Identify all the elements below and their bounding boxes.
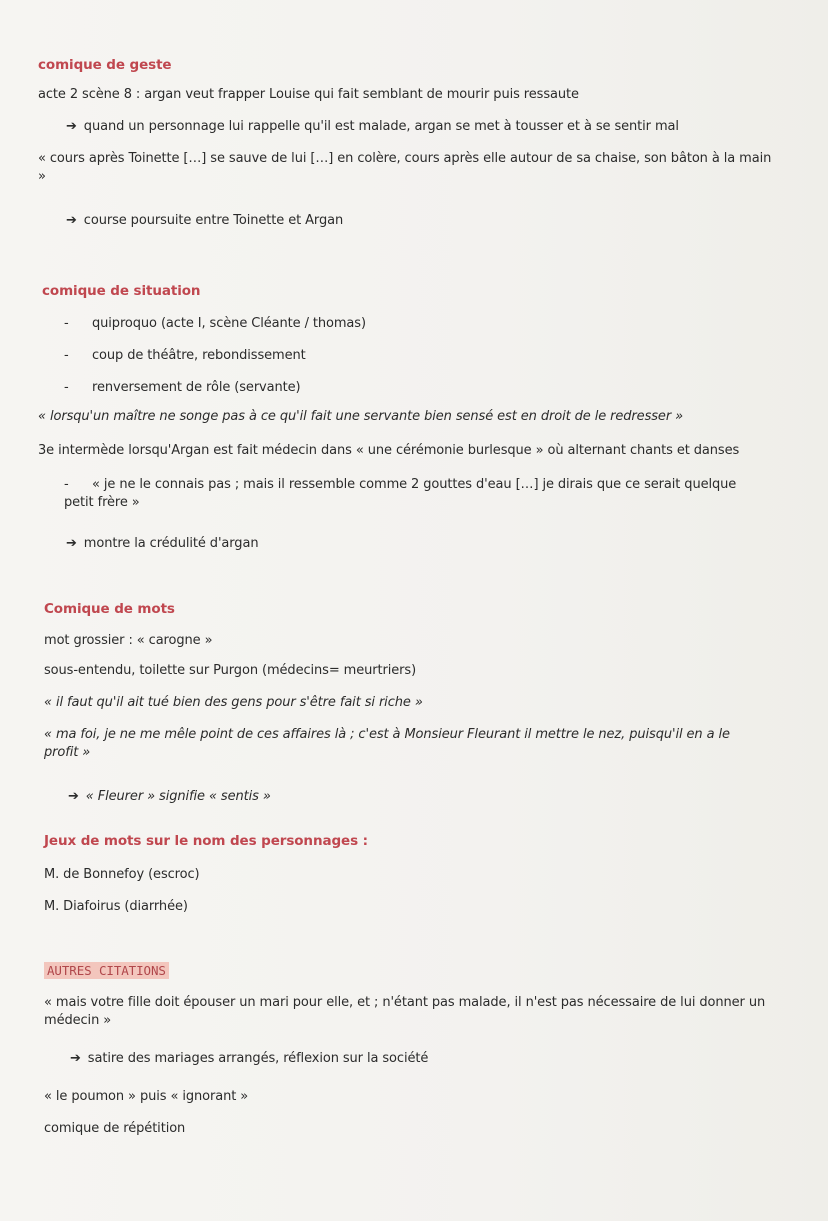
heading-jeux-de-mots: Jeux de mots sur le nom des personnages : [44, 833, 368, 849]
dash-icon: - [64, 380, 69, 395]
text-line: comique de répétition [44, 1121, 186, 1136]
text-line: quiproquo (acte I, scène Cléante / thomas) [92, 316, 366, 331]
quote-line: « il faut qu'il ait tué bien des gens pour s'être fait si riche » [44, 695, 423, 710]
arrow-item [66, 212, 343, 230]
bullet-item [64, 347, 306, 365]
bullet-item [64, 379, 301, 397]
text-line: course poursuite entre Toinette et Argan [83, 213, 344, 228]
arrow-icon: ➔ [68, 789, 79, 804]
text-line: mot grossier : « carogne » [44, 633, 213, 648]
text-line: quand un personnage lui rappelle qu'il est malade, argan se met à tousser et à se sentir mal [83, 119, 679, 134]
text-line: M. de Bonnefoy (escroc) [44, 867, 200, 882]
arrow-item [68, 788, 271, 806]
arrow-icon: ➔ [70, 1051, 81, 1066]
arrow-item [66, 535, 258, 553]
text-line: renversement de rôle (servante) [92, 380, 301, 395]
heading-comique-de-geste: comique de geste [38, 57, 172, 73]
heading-comique-de-situation: comique de situation [42, 283, 201, 299]
text-line: « le poumon » puis « ignorant » [44, 1089, 249, 1104]
text-line: « Fleurer » signifie « sentis » [85, 789, 271, 804]
quote-line: « je ne le connais pas ; mais il ressemble comme 2 gouttes d'eau […] je dirais que ce serait quelque petit frère » [64, 477, 737, 510]
quote-line: « lorsqu'un maître ne songe pas à ce qu'il fait une servante bien sensé est en droit de le redresser » [38, 409, 684, 424]
arrow-icon: ➔ [66, 213, 77, 228]
text-line: M. Diafoirus (diarrhée) [44, 899, 188, 914]
text-line: 3e intermède lorsqu'Argan est fait médecin dans « une cérémonie burlesque » où alternant chants et danses [38, 443, 740, 458]
arrow-item [70, 1050, 428, 1068]
bullet-item [64, 315, 366, 333]
dash-icon: - [64, 348, 69, 363]
heading-comique-de-mots: Comique de mots [44, 601, 175, 617]
highlighted-heading: AUTRES CITATIONS [44, 962, 169, 979]
text-line: sous-entendu, toilette sur Purgon (médecins= meurtriers) [44, 663, 417, 678]
quote-line: « mais votre fille doit épouser un mari pour elle, et ; n'étant pas malade, il n'est pas nécessaire de lui donner un médecin » [44, 995, 766, 1028]
text-line: montre la crédulité d'argan [83, 536, 259, 551]
text-line: satire des mariages arrangés, réflexion sur la société [87, 1051, 429, 1066]
dash-icon: - [64, 477, 69, 492]
heading-autres-citations [44, 962, 169, 981]
quote-line: « cours après Toinette […] se sauve de lui […] en colère, cours après elle autour de sa chaise, son bâton à la main » [38, 151, 772, 184]
dash-icon: - [64, 316, 69, 331]
bullet-item [64, 476, 744, 512]
text-line: coup de théâtre, rebondissement [92, 348, 306, 363]
arrow-item [66, 118, 679, 136]
quote-line: « ma foi, je ne me mêle point de ces affaires là ; c'est à Monsieur Fleurant il mettre le nez, puisqu'il en a le profit » [44, 727, 730, 760]
arrow-icon: ➔ [66, 536, 77, 551]
arrow-icon: ➔ [66, 119, 77, 134]
text-line: acte 2 scène 8 : argan veut frapper Louise qui fait semblant de mourir puis ressaute [38, 87, 579, 102]
